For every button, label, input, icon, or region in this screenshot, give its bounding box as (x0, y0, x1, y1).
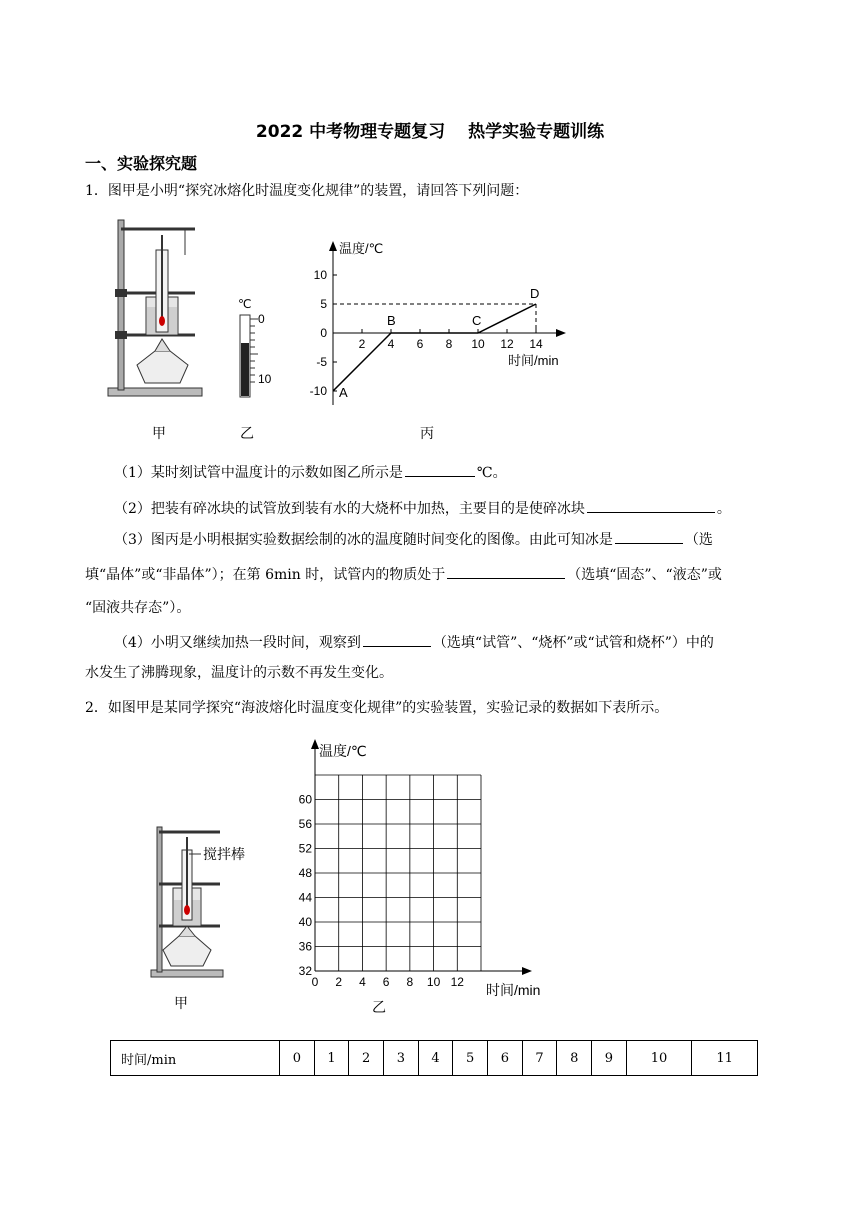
y-axis-label: 温度/℃ (339, 241, 384, 256)
y-tick-label: 56 (298, 817, 312, 831)
table-row (111, 1041, 758, 1076)
y-axis-arrow (329, 241, 337, 251)
data-table (110, 1040, 758, 1076)
q1-apparatus-figure (100, 215, 205, 405)
q2-temperature-grid (280, 735, 570, 1005)
table-cell: 2 (349, 1041, 384, 1076)
q1-part4-line1: （4）小明又继续加热一段时间，观察到 （选填“试管”、“烧杯”或“试管和烧杯”）中的 (114, 632, 714, 653)
x-tick-label: 12 (450, 975, 464, 989)
y-tick-label: 44 (298, 890, 312, 905)
table-header-cell: 时间/min (111, 1041, 280, 1076)
q1-fig-label-yi: 乙 (240, 426, 254, 442)
q1-stem: 1．图甲是小明“探究冰熔化时温度变化规律”的装置，请回答下列问题： (85, 183, 529, 199)
answer-blank[interactable] (363, 632, 431, 647)
x-tick-label: 10 (471, 337, 485, 351)
table-cell: 8 (557, 1041, 592, 1076)
x-axis-arrow (556, 329, 566, 337)
thermo-tick-0: 0 (258, 312, 265, 326)
y-tick-label: 10 (313, 268, 327, 282)
table-cell: 9 (592, 1041, 627, 1076)
point-label-C: C (472, 313, 482, 328)
point-label-D: D (530, 286, 540, 301)
point-label-B: B (387, 313, 396, 328)
y-tick-label: 48 (298, 866, 312, 880)
x-tick-label: 4 (359, 975, 366, 989)
answer-blank[interactable] (447, 564, 565, 579)
table-cell: 1 (314, 1041, 349, 1076)
q1-thermometer-figure (228, 295, 278, 405)
x-tick-label: 2 (335, 975, 343, 989)
y-tick-label: 60 (298, 792, 312, 807)
y-tick-label: -10 (309, 384, 327, 398)
q1-part3-line3: “固液共存态”）。 (85, 600, 191, 616)
table-cell: 5 (453, 1041, 488, 1076)
table-cell: 6 (488, 1041, 523, 1076)
x-tick-label: 10 (426, 975, 441, 989)
y-tick-label: 0 (320, 326, 327, 340)
q1-part4-line2: 水发生了沸腾现象，温度计的示数不再发生变化。 (85, 665, 393, 681)
y-tick-label: 5 (320, 297, 327, 311)
table-cell: 7 (522, 1041, 557, 1076)
x-tick-label: 6 (382, 975, 390, 989)
x-tick-label: 12 (500, 337, 514, 351)
y-axis-arrow (311, 739, 319, 749)
q2-fig-label-yi: 乙 (372, 1000, 386, 1016)
table-cell: 10 (626, 1041, 692, 1076)
table-cell: 4 (418, 1041, 453, 1076)
table-cell: 0 (280, 1041, 315, 1076)
x-tick-label: 0 (311, 975, 319, 989)
q1-part1: （1）某时刻试管中温度计的示数如图乙所示是 ℃。 (114, 462, 507, 483)
section-heading: 一、实验探究题 (85, 154, 198, 173)
x-tick-label: 2 (358, 337, 366, 351)
y-tick-label: 36 (298, 939, 312, 954)
table-cell: 11 (692, 1041, 758, 1076)
stir-rod-label: 搅拌棒 (203, 847, 245, 863)
q1-fig-label-jia: 甲 (152, 426, 166, 442)
y-tick-label: 40 (298, 915, 312, 929)
y-tick-label: -5 (316, 355, 327, 369)
thermo-unit: ℃ (238, 297, 252, 311)
y-axis-label: 温度/℃ (319, 743, 367, 759)
q2-fig-label-jia: 甲 (174, 996, 188, 1012)
q1-temperature-chart (300, 235, 590, 415)
page-title: 2022 中考物理专题复习 热学实验专题训练 (255, 122, 605, 142)
x-axis-arrow (522, 967, 532, 975)
y-tick-label: 32 (298, 964, 312, 978)
x-tick-label: 4 (387, 337, 395, 351)
x-axis-label: 时间/min (486, 982, 541, 998)
q1-part3-line2: 填“晶体”或“非晶体”）；在第 6min 时，试管内的物质处于 （选填“固态”、“液态”或 (85, 564, 722, 585)
point-label-A: A (339, 385, 348, 400)
x-tick-label: 8 (406, 975, 414, 989)
x-tick-label: 14 (529, 337, 543, 351)
q1-part2: （2）把装有碎冰块的试管放到装有水的大烧杯中加热，主要目的是使碎冰块 。 (114, 498, 731, 519)
x-axis-label: 时间/min (508, 353, 559, 368)
y-tick-label: 52 (298, 841, 312, 856)
answer-blank[interactable] (587, 498, 715, 513)
x-tick-label: 8 (445, 337, 453, 351)
table-cell: 3 (384, 1041, 419, 1076)
q2-stem: 2．如图甲是某同学探究“海波熔化时温度变化规律”的实验装置，实验记录的数据如下表所示。 (85, 700, 669, 716)
answer-blank[interactable] (615, 529, 683, 544)
q1-fig-label-bing: 丙 (420, 426, 434, 442)
answer-blank[interactable] (405, 462, 475, 477)
x-tick-label: 6 (416, 337, 424, 351)
q1-part3-line1: （3）图丙是小明根据实验数据绘制的冰的温度随时间变化的图像。由此可知冰是 （选 (114, 529, 713, 550)
thermo-tick-10: 10 (258, 372, 272, 386)
